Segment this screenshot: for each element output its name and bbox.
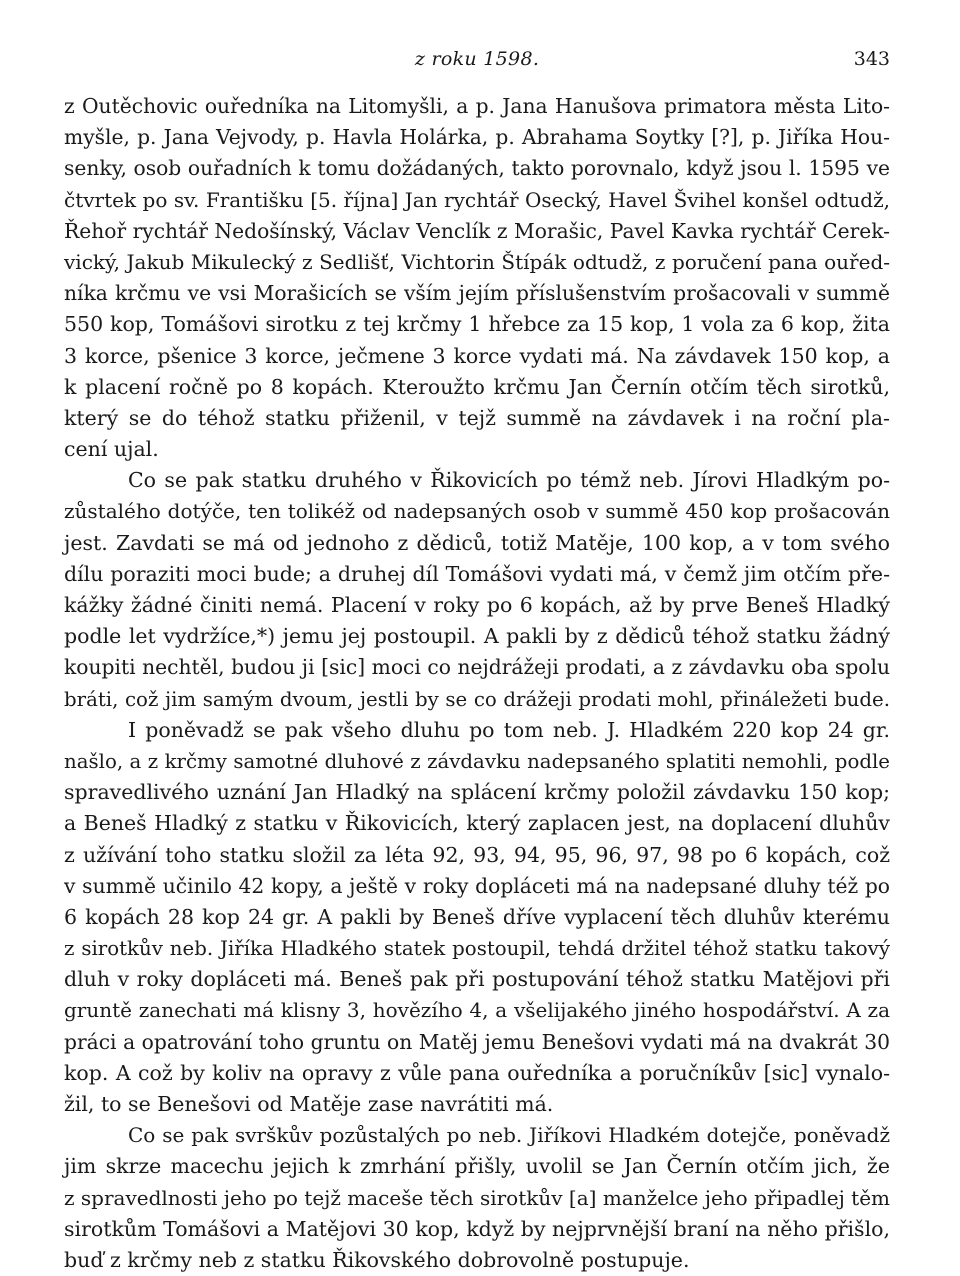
text-line: koupiti nechtěl, budou ji [sic] moci co nejdrážeji prodati, a z závdavku oba spolu (64, 655, 890, 680)
text-line: zůstalého dotýče, ten tolikéž od nadepsaných osob v summě 450 kop prošacován (64, 499, 890, 524)
running-title: z roku 1598. (414, 48, 540, 70)
text-line: dluh v roky dopláceti má. Beneš pak při postupování téhož statku Matějovi při (64, 967, 890, 992)
page-number: 343 (853, 48, 890, 70)
text-line: v summě učinilo 42 kopy, a ještě v roky dopláceti má na nadepsané dluhy též po (64, 873, 890, 898)
text-line: 3 korce, pšenice 3 korce, ječmene 3 korce vydati má. Na závdavek 150 kop, a (64, 343, 890, 368)
text-line: kop. A což by koliv na opravy z vůle pana ouředníka a poručníkův [sic] vynalo- (64, 1060, 890, 1085)
text-line: který se do téhož statku přiženil, v tejž summě na závdavek i na roční pla- (64, 405, 890, 430)
running-head (64, 48, 890, 78)
text-line: Co se pak svrškův pozůstalých po neb. Jiříkovi Hladkém dotejče, poněvadž (128, 1123, 890, 1148)
text-line: jim skrze macechu jejich k zmrhání přišly, uvolil se Jan Černín otčím jich, že (64, 1154, 890, 1179)
text-line: vický, Jakub Mikulecký z Sedlišť, Vichtorin Štípák odtudž, z poručení pana ouřed- (64, 249, 890, 274)
text-line: čtvrtek po sv. Františku [5. října] Jan rychtář Osecký, Havel Švihel konšel odtudž, (64, 187, 890, 212)
text-line: jest. Zavdati se má od jednoho z dědiců, totiž Matěje, 100 kop, a v tom svého (64, 530, 890, 555)
text-line: 550 kop, Tomášovi sirotku z tej krčmy 1 hřebce za 15 kop, 1 vola za 6 kop, žita (64, 312, 890, 337)
text-line: níka krčmu ve vsi Morašicích se vším jejím příslušenstvím prošacovali v summě (64, 281, 890, 306)
text-line: z užívání toho statku složil za léta 92, 93, 94, 95, 96, 97, 98 po 6 kopách, což (64, 842, 890, 867)
text-line: podle let vydržíce,*) jemu jej postoupil. A pakli by z dědiců téhož statku žádný (64, 624, 890, 649)
text-line: myšle, p. Jana Vejvody, p. Havla Holárka, p. Abrahama Soytky [?], p. Jiříka Hou- (64, 125, 890, 150)
text-line: senky, osob ouřadních k tomu dožádaných, takto porovnalo, když jsou l. 1595 ve (64, 156, 890, 181)
text-line: Co se pak statku druhého v Řikovicích po témž neb. Jírovi Hladkým po- (128, 468, 890, 493)
text-line: k placení ročně po 8 kopách. Kteroužto krčmu Jan Černín otčím těch sirotků, (64, 374, 890, 399)
text-line: bráti, což jim samým dvoum, jestli by se co drážeji prodati mohl, přináležeti bude. (64, 687, 890, 711)
text-line: cení ujal. (64, 437, 159, 462)
text-line: gruntě zanechati má klisny 3, hovězího 4, a všelijakého jiného hospodářství. A za (64, 998, 890, 1023)
text-line: Řehoř rychtář Nedošínský, Václav Venclík z Morašic, Pavel Kavka rychtář Cerek- (64, 218, 891, 243)
text-line: z sirotkův neb. Jiříka Hladkého statek postoupil, tehdá držitel téhož statku takový (64, 937, 890, 961)
text-line: buď z krčmy neb z statku Řikovského dobrovolně postupuje. (64, 1247, 690, 1272)
text-line: spravedlivého uznání Jan Hladký na splácení krčmy položil závdavku 150 kop; (64, 780, 890, 805)
text-line: dílu poraziti moci bude; a druhej díl Tomášovi vydati má, v čemž jim otčím pře- (64, 561, 890, 586)
text-line: 6 kopách 28 kop 24 gr. A pakli by Beneš dříve vyplacení těch dluhův kterému (64, 904, 890, 929)
text-line: našlo, a z krčmy samotné dluhové z závdavku nadepsaného splatiti nemohli, podle (64, 749, 890, 773)
text-line: a Beneš Hladký z statku v Řikovicích, který zaplacen jest, na doplacení dluhův (64, 811, 890, 836)
text-line: žil, to se Benešovi od Matěje zase navrátiti má. (64, 1092, 554, 1116)
text-line: sirotkům Tomášovi a Matějovi 30 kop, když by nejprvnější braní na něho přišlo, (64, 1216, 890, 1241)
text-line: z spravedlnosti jeho po tejž maceše těch sirotkův [a] manželce jeho připadlej těm (64, 1185, 890, 1210)
text-line: práci a opatrování toho gruntu on Matěj jemu Benešovi vydati má na dvakrát 30 (64, 1029, 890, 1054)
body-text (64, 91, 890, 1276)
text-line: z Outěchovic ouředníka na Litomyšli, a p. Jana Hanušova primatora města Lito- (64, 94, 890, 118)
text-line: I poněvadž se pak všeho dluhu po tom neb. J. Hladkém 220 kop 24 gr. (128, 717, 890, 742)
text-line: kážky žádné činiti nemá. Placení v roky po 6 kopách, až by prve Beneš Hladký (64, 593, 890, 617)
